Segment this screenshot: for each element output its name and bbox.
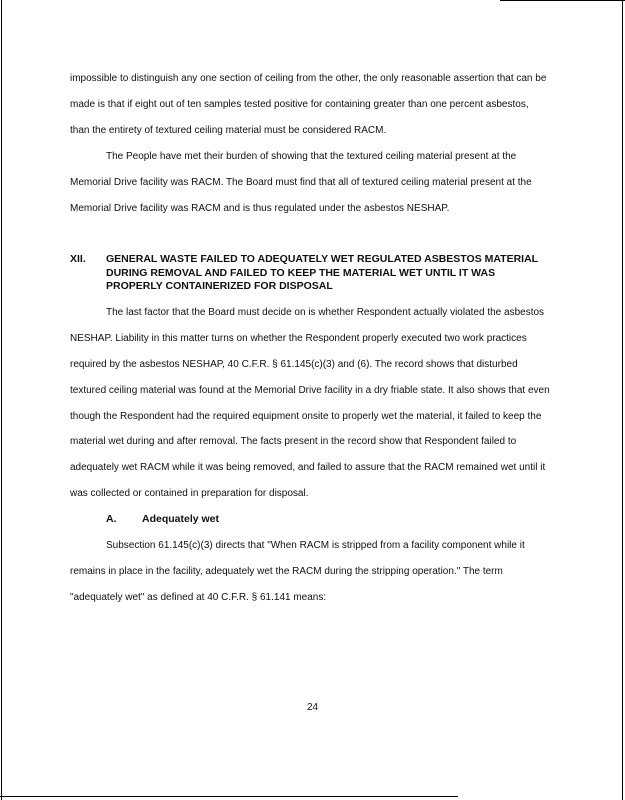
section-title: GENERAL WASTE FAILED TO ADEQUATELY WET REGULATED ASBESTOS MATERIAL DURING REMOVAL AND FAILED TO KEEP THE MATERIAL WET UNTIL IT WAS PROPERLY CONTAINERIZED FOR DISPOSAL	[106, 253, 538, 293]
paragraph-continuation: impossible to distinguish any one section of ceiling from the other, the only reasonable assertion that can be made is that if eight out of ten samples tested positive for containing greater than one percent asbestos, than the entirety of textured ceiling material must be considered RACM.	[70, 73, 547, 136]
subsection-heading	[106, 507, 550, 533]
section-spacer	[70, 221, 550, 253]
document-body	[70, 66, 550, 611]
subsection-letter: A.	[106, 513, 117, 526]
right-border-line	[622, 0, 623, 800]
bottom-border-line	[0, 796, 458, 797]
subsection-title: Adequately wet	[142, 513, 220, 526]
section-number: XII.	[70, 253, 86, 266]
top-border-line	[500, 0, 625, 1]
page-number: 24	[306, 702, 319, 713]
left-border-line	[1, 0, 2, 800]
paragraph-burden: The People have met their burden of showing that the textured ceiling material present at the Memorial Drive facility was RACM. The Board must find that all of textured ceiling material present at the Memorial Drive facility was RACM and is thus regulated under the asbestos NESHAP.	[70, 150, 532, 214]
paragraph-liability: The last factor that the Board must decide on is whether Respondent actually violated the asbestos NESHAP. Liability in this matter turns on whether the Respondent properly executed two work practices required by the asbestos NESHAP, 40 C.F.R. § 61.145(c)(3) and (6). The record shows that disturbed textured ceiling material was found at the Memorial Drive facility in a dry friable state. It also shows that even though the Respondent had the required equipment onsite to properly wet the material, it failed to keep the material wet during and after removal. The facts present in the record show that Respondent failed to adequately wet RACM while it was being removed, and failed to assure that the RACM remained wet until it was collected or contained in preparation for disposal.	[70, 306, 550, 500]
paragraph-adequately-wet: Subsection 61.145(c)(3) directs that "When RACM is stripped from a facility component while it remains in place in the facility, adequately wet the RACM during the stripping operation." The term "adequately wet" as defined at 40 C.F.R. § 61.141 means:	[70, 540, 525, 603]
section-heading	[70, 253, 550, 294]
